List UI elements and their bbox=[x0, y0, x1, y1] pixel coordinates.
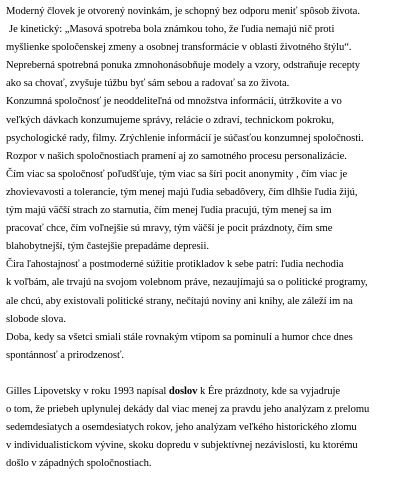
text-line: o tom, že priebeh uplynulej dekády dal viac menej za pravdu jeho analýzam z prelomu bbox=[6, 404, 370, 416]
text-line: slobode slova. bbox=[6, 313, 66, 325]
paragraph-modern-man bbox=[6, 3, 398, 21]
text-line: veľkých dávkach konzumujeme správy, relácie o zdraví, technickom pokroku, bbox=[6, 114, 334, 126]
text-run: k Ére prázdnoty, kde sa vyjadruje bbox=[197, 385, 341, 397]
text-line: Nepreberná spotrebná ponuka zmnohonásobňuje modely a vzory, odstraňuje recepty bbox=[6, 60, 361, 72]
text-line: sedemdesiatych a osemdesiatych rokov, jeho analýzam veľkého historického zlomu bbox=[6, 422, 357, 434]
paragraph-spacer bbox=[6, 365, 398, 383]
paragraph-kinetic bbox=[6, 21, 398, 93]
paragraph-humor bbox=[6, 329, 398, 365]
text-line: pracovať chce, čím voľnejšie sú mravy, tým väčší je pocit prázdnoty, čím sme bbox=[6, 223, 333, 235]
paragraph-lipovetsky bbox=[6, 383, 398, 473]
text-line: spontánnosť a prirodzenosť. bbox=[6, 349, 125, 361]
text-line: Konzumná spoločnosť je neoddeliteľná od množstva informácií, útržkovite a vo bbox=[6, 96, 342, 108]
text-line: Je kinetický: „Masová spotreba bola známkou toho, že ľudia nemajú nič proti bbox=[9, 24, 335, 36]
text-line: Čira ľahostajnosť a postmoderné súžitie protikladov k sebe patrí: ľudia nechodia bbox=[6, 259, 344, 271]
text-line: psychologické rady, filmy. Zrýchlenie informácií je súčasťou konzumnej spoločnosti. bbox=[6, 132, 364, 144]
text-line: k voľbám, ale trvajú na svojom volebnom práve, nezaujímajú sa o politické programy, bbox=[6, 277, 368, 289]
text-line: ako sa chovať, zvyšuje túžbu byť sám sebou a radovať sa zo života. bbox=[6, 78, 290, 90]
text-line: Doba, kedy sa všetci smiali stále rovnakým vtipom sa pominulí a humor chce dnes bbox=[6, 331, 353, 343]
text-line: tým majú väčší strach zo starnutia, čím menej ľudia pracujú, tým menej sa im bbox=[6, 205, 332, 217]
text-line: blahobytnejší, tým častejšie prepadáme depresii. bbox=[6, 241, 209, 253]
text-line: v individualistickom vývine, skoku dopredu v subjektívnej nezávislosti, ku ktorému bbox=[6, 440, 358, 452]
text-line bbox=[6, 383, 398, 401]
text-line: Čím viac sa spoločnosť poľudšťuje, tým viac sa šíri pocit anonymity , čím viac je bbox=[6, 168, 348, 180]
text-line: zhovievavosti a tolerancie, tým menej majú ľudia sebadôvery, čím dlhšie ľudia žijú, bbox=[6, 186, 358, 198]
text-line: myšlienke spoločenskej zmeny a osobnej transformácie v oblasti životného štýlu“. bbox=[6, 42, 352, 54]
text-line: došlo v západných spoločnostiach. bbox=[6, 458, 152, 470]
text-line: Moderný človek je otvorený novinkám, je schopný bez odporu meniť spôsob života. bbox=[6, 6, 360, 17]
text-run: Gilles Lipovetsky v roku 1993 napísal bbox=[6, 385, 169, 397]
text-line: Rozpor v našich spoločnostiach pramení aj zo samotného procesu personalizácie. bbox=[6, 150, 347, 162]
paragraph-indifference bbox=[6, 256, 398, 328]
paragraph-contradiction bbox=[6, 148, 398, 257]
text-line: ale chcú, aby existovali politické strany, nečítajú noviny ani knihy, ale záleží im na bbox=[6, 295, 353, 307]
bold-term: doslov bbox=[168, 385, 198, 397]
paragraph-consumer-society bbox=[6, 93, 398, 147]
